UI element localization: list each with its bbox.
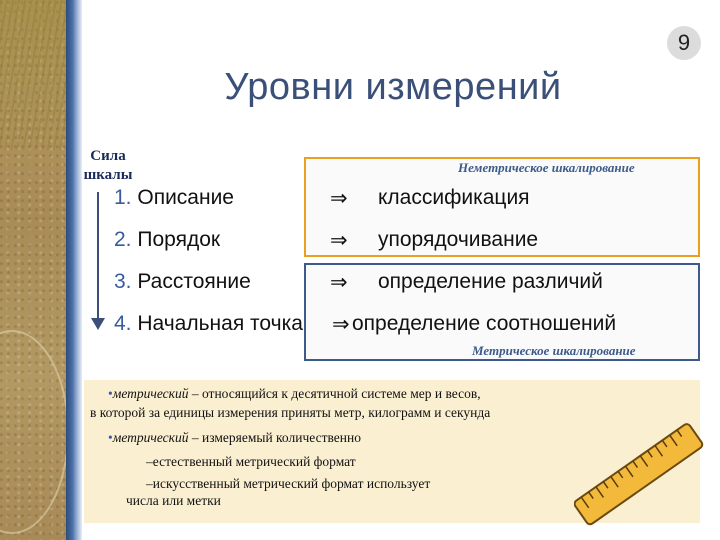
level-label: Начальная точка — [137, 312, 303, 335]
definition-line: –естественный метрический формат — [146, 454, 356, 469]
page-number: 9 — [667, 26, 701, 60]
level-number: 3. — [114, 270, 132, 293]
implies-arrow: ⇒ — [330, 187, 348, 210]
scale-strength-label — [74, 147, 142, 185]
implies-arrow: ⇒ — [332, 313, 350, 336]
scale-label-line2: шкалы — [83, 167, 133, 183]
definition-line: числа или метки — [126, 493, 221, 508]
term: метрический — [112, 430, 189, 445]
definition-line: в которой за единицы измерения приняты метр, килограмм и секунда — [90, 405, 491, 420]
level-item — [114, 270, 251, 294]
level-number: 2. — [114, 228, 132, 251]
side-arc-decoration — [0, 330, 69, 534]
level-result: упорядочивание — [378, 228, 539, 251]
down-arrow-icon — [97, 192, 99, 322]
level-label: Расстояние — [137, 270, 251, 293]
slide-title: Уровни измерений — [224, 66, 562, 108]
metric-caption: Метрическое шкалирование — [472, 343, 636, 358]
definition-line — [108, 386, 481, 402]
down-arrow-head — [91, 318, 105, 330]
definition-text: – измеряемый количественно — [188, 430, 361, 445]
nonmetric-caption: Неметрическое шкалирование — [458, 160, 635, 175]
term: метрический — [112, 386, 189, 401]
level-result: классификация — [378, 186, 530, 209]
level-item — [114, 228, 220, 252]
level-result: определение соотношений — [352, 312, 617, 335]
level-result: определение различий — [378, 270, 603, 293]
bullet: • — [108, 430, 113, 445]
level-item — [114, 186, 234, 210]
scale-label-line1: Сила — [90, 148, 126, 164]
definition-line — [108, 430, 361, 446]
definition-text: – относящийся к десятичной системе мер и весов, — [188, 386, 481, 401]
level-label: Порядок — [137, 228, 221, 251]
implies-arrow: ⇒ — [330, 229, 348, 252]
definition-line: –искусственный метрический формат использует — [146, 476, 431, 491]
bullet: • — [108, 386, 113, 401]
level-label: Описание — [137, 186, 234, 209]
level-number: 1. — [114, 186, 132, 209]
implies-arrow: ⇒ — [330, 271, 348, 294]
level-number: 4. — [114, 312, 132, 335]
ruler-icon — [574, 415, 704, 535]
level-item — [114, 312, 303, 336]
